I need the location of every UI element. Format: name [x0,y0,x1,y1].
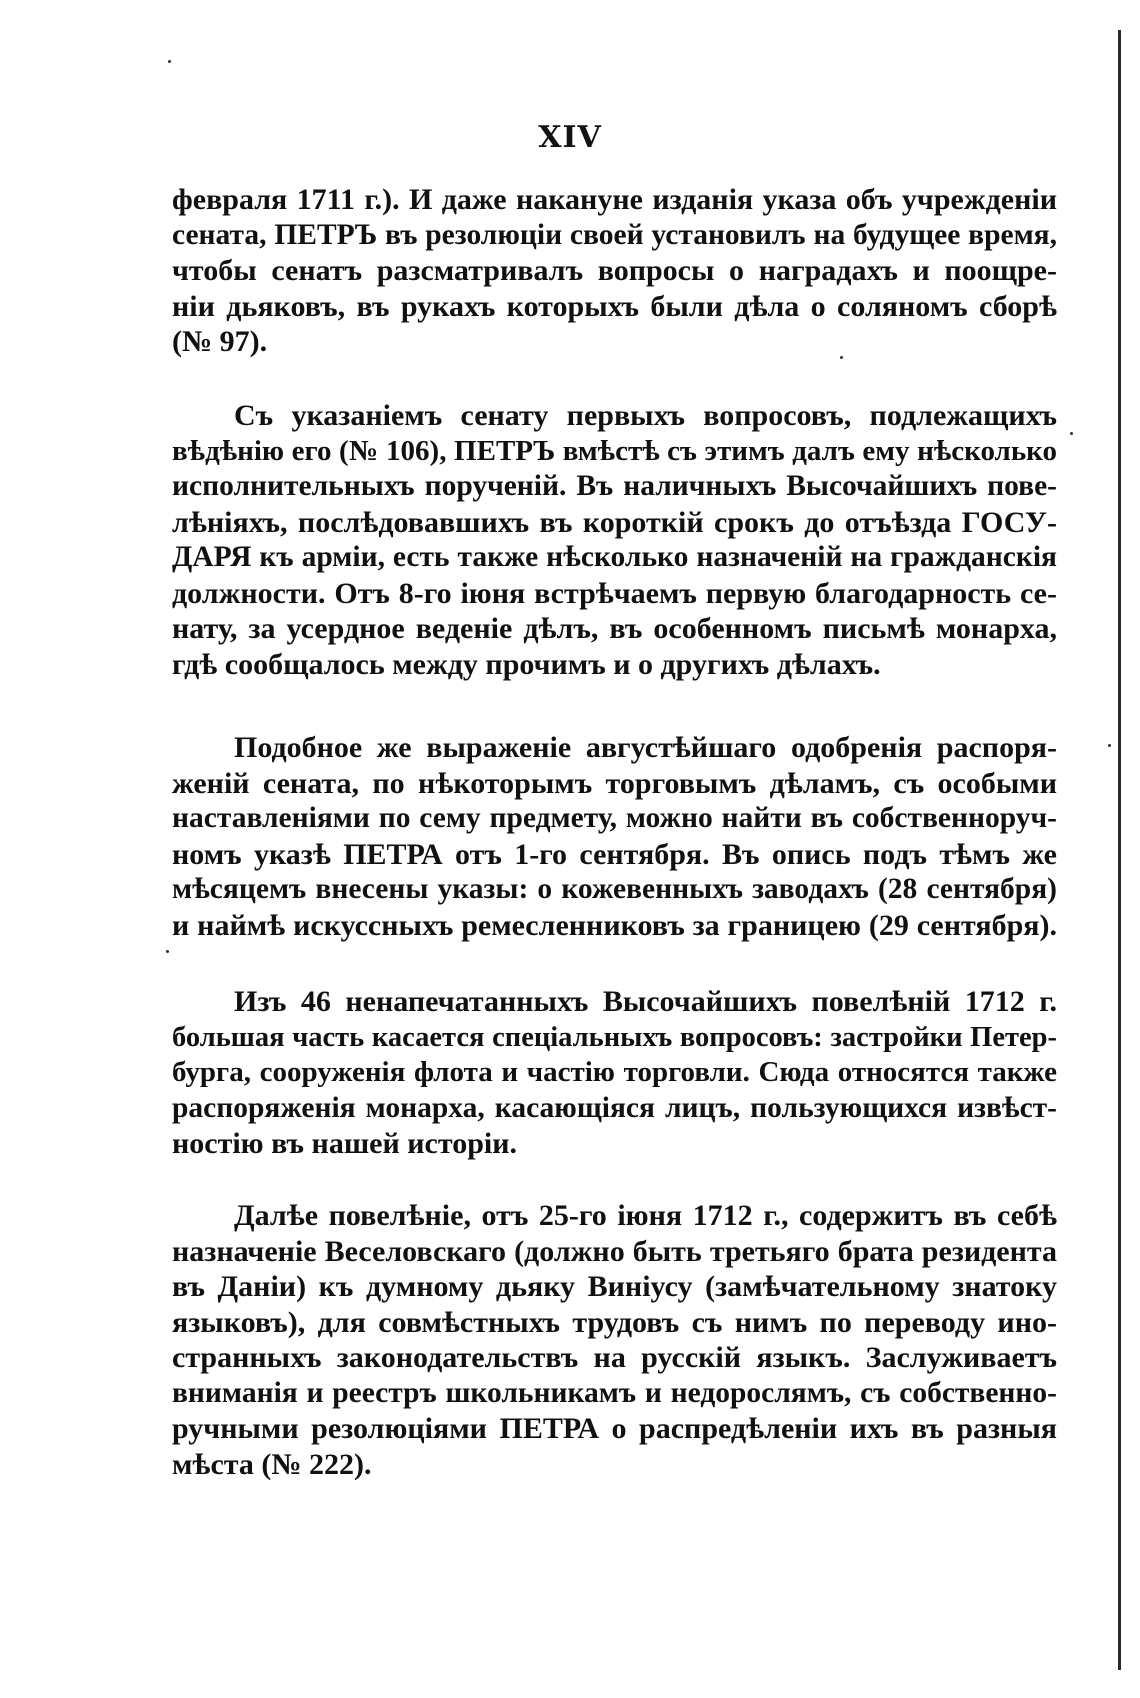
scan-speck [168,60,171,63]
paragraph-5 [172,1198,1057,1482]
text-line: наставленіями по сему предмету, можно найти въ собственноруч- [172,802,1057,834]
text-line: чтобы сенатъ разсматривалъ вопросы о наградахъ и поощре- [172,254,1057,287]
text-line: исполнительныхъ порученій. Въ наличныхъ Высочайшихъ пове- [172,470,1057,502]
text-line: Изъ 46 ненапечатанныхъ Высочайшихъ повелѣній 1712 г. [234,985,1057,1018]
paragraph-3 [172,730,1057,943]
text-line: въ Даніи) къ думному дьяку Виніусу (замѣчательному знатоку [172,1270,1057,1303]
text-line: сената, ПЕТРЪ въ резолюціи своей установилъ на будущее время, [172,218,1057,251]
text-line: гдѣ сообщалось между прочимъ и о другихъ дѣлахъ. [172,647,881,681]
scan-speck [166,950,169,953]
scan-speck [1070,432,1073,435]
scan-speck [1108,744,1111,747]
text-line: мѣста (№ 222). [172,1447,372,1481]
text-line: странныхъ законодательствъ на русскій языкъ. Заслуживаетъ [172,1341,1057,1374]
page-edge-rule [1118,30,1121,1670]
text-line: нату, за усердное веденіе дѣлъ, въ особенномъ письмѣ монарха, [172,612,1057,645]
page-number: XIV [538,120,602,155]
paragraph-4 [172,984,1057,1162]
text-line: должности. Отъ 8-го іюня встрѣчаемъ первую благодарность се- [172,576,1057,610]
text-line: номъ указѣ ПЕТРА отъ 1-го сентября. Въ опись подъ тѣмъ же [172,837,1057,871]
text-line: назначеніе Веселовскаго (должно быть третьяго брата резидента [172,1234,1057,1268]
text-line: лѣніяхъ, послѣдовавшихъ въ короткій срокъ до отъѣзда ГОСУ- [172,505,1057,539]
text-line: (№ 97). [172,325,268,358]
text-line: и наймѣ искуссныхъ ремесленниковъ за границею (29 сентября). [172,908,1057,942]
text-line: вниманія и реестръ школьникамъ и недорослямъ, съ собственно- [172,1376,1057,1409]
text-line: февраля 1711 г.). И даже накануне изданія указа объ учрежденіи [172,183,1057,216]
text-line: ностію въ нашей исторіи. [172,1127,517,1160]
text-line: ручными резолюціями ПЕТРА о распредѣленіи ихъ въ разныя [172,1412,1057,1445]
paragraph-1 [172,182,1057,360]
text-line: вѣдѣнію его (№ 106), ПЕТРЪ вмѣстѣ съ этимъ далъ ему нѣсколько [172,434,1057,467]
text-line: ДАРЯ къ арміи, есть также нѣсколько назначеній на гражданскія [172,541,1057,573]
text-line: бурга, сооруженія флота и частію торговли. Сюда относятся также [172,1056,1057,1088]
text-line: Далѣе повелѣніе, отъ 25-го іюня 1712 г., содержитъ въ себѣ [234,1199,1057,1232]
paragraph-2 [172,398,1057,682]
text-line: мѣсяцемъ внесены указы: о кожевенныхъ заводахъ (28 сентября) [172,873,1057,905]
text-line: большая часть касается спеціальныхъ вопросовъ: застройки Петер- [172,1021,1057,1053]
text-line: языковъ), для совмѣстныхъ трудовъ съ нимъ по переводу ино- [172,1305,1057,1339]
text-line: распоряженія монарха, касающіяся лицъ, пользующихся извѣст- [172,1091,1057,1124]
text-line: ніи дьяковъ, въ рукахъ которыхъ были дѣла о соляномъ сборѣ [172,289,1057,323]
text-line: Подобное же выраженіе августѣйшаго одобренія распоря- [234,731,1057,764]
text-line: женій сената, по нѣкоторымъ торговымъ дѣламъ, съ особыми [172,766,1057,800]
text-line: Съ указаніемъ сенату первыхъ вопросовъ, подлежащихъ [234,399,1057,432]
